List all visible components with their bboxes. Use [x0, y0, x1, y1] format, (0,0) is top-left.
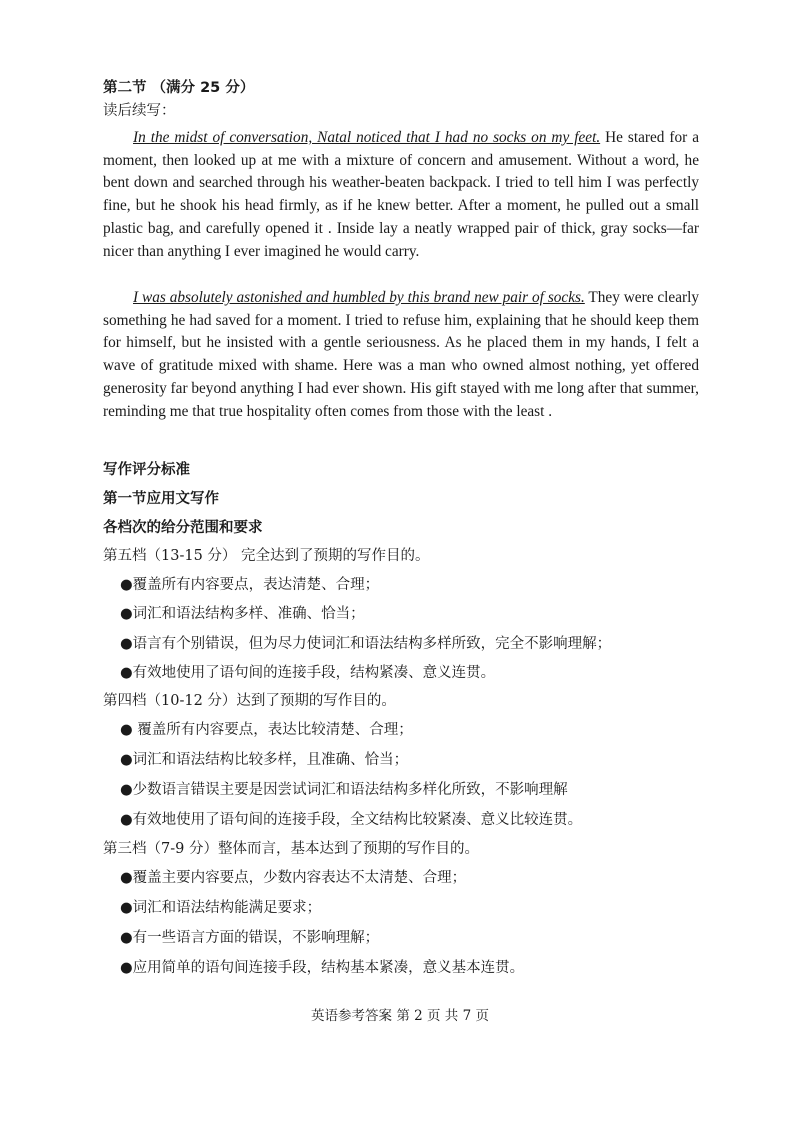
criteria-section-1: 第一节应用文写作 [103, 491, 219, 507]
level-5-item: ●语言有个别错误，但为尽力使词汇和语法结构多样所致，完全不影响理解； [120, 636, 612, 652]
paragraph-2-lead-sentence: I was absolutely astonished and humbled by this brand new pair of socks. [133, 289, 585, 306]
paragraph-2-body: They were clearly something he had saved for a moment. I tried to refuse him, explaining that he should keep them for himself, but he insisted with a gentle seriousness. As he placed them in my hands, I felt a wave of gratitude mixed with shame. Here was a man who owned almost nothing, yet offered generosity far beyond anything I had ever shown. His gift stayed with me long after that summer, reminding me that true hospitality often comes from those with the least . [103, 289, 699, 420]
criteria-title: 写作评分标准 [103, 462, 190, 478]
section-subheading: 读后续写： [103, 103, 176, 119]
level-3-label: 第三档（7-9 分）整体而言，基本达到了预期的写作目的。 [103, 841, 479, 857]
level-5-label: 第五档（13-15 分） 完全达到了预期的写作目的。 [103, 548, 430, 564]
level-5-item: ●词汇和语法结构多样、准确、恰当； [120, 606, 365, 622]
level-3-item: ●应用简单的语句间连接手段，结构基本紧凑，意义基本连贯。 [120, 960, 525, 976]
paragraph-1-lead-sentence: In the midst of conversation, Natal noticed that I had no socks on my feet. [133, 129, 601, 146]
level-3-item: ●词汇和语法结构能满足要求； [120, 900, 322, 916]
section-heading: 第二节 （满分 25 分） [103, 80, 255, 96]
level-3-item: ●覆盖主要内容要点，少数内容表达不太清楚、合理； [120, 870, 467, 886]
page-footer: 英语参考答案 第 2 页 共 7 页 [311, 1008, 489, 1024]
criteria-ranges-title: 各档次的给分范围和要求 [103, 520, 263, 536]
level-4-item: ●词汇和语法结构比较多样，且准确、恰当； [120, 752, 409, 768]
level-4-item: ●少数语言错误主要是因尝试词汇和语法结构多样化所致，不影响理解 [120, 782, 568, 798]
passage-paragraph-2 [103, 287, 699, 423]
level-4-item: ●有效地使用了语句间的连接手段，全文结构比较紧凑、意义比较连贯。 [120, 812, 583, 828]
level-4-label: 第四档（10-12 分）达到了预期的写作目的。 [103, 693, 396, 709]
passage-paragraph-1 [103, 127, 699, 263]
level-5-item: ●覆盖所有内容要点，表达清楚、合理； [120, 577, 380, 593]
paragraph-1-body: He stared for a moment, then looked up at me with a mixture of concern and amusement. Without a word, he bent down and searched through his weather-beaten backpack. I tried to tell him I was perfectly fine, but he shook his head firmly, as if he knew better. After a moment, he pulled out a small plastic bag, and carefully opened it . Inside lay a neatly wrapped pair of thick, gray socks—far nicer than anything I ever imagined he would carry. [103, 129, 699, 260]
level-3-item: ●有一些语言方面的错误，不影响理解； [120, 930, 380, 946]
level-4-item: ● 覆盖所有内容要点，表达比较清楚、合理； [120, 722, 413, 738]
level-5-item: ●有效地使用了语句间的连接手段，结构紧凑、意义连贯。 [120, 665, 496, 681]
